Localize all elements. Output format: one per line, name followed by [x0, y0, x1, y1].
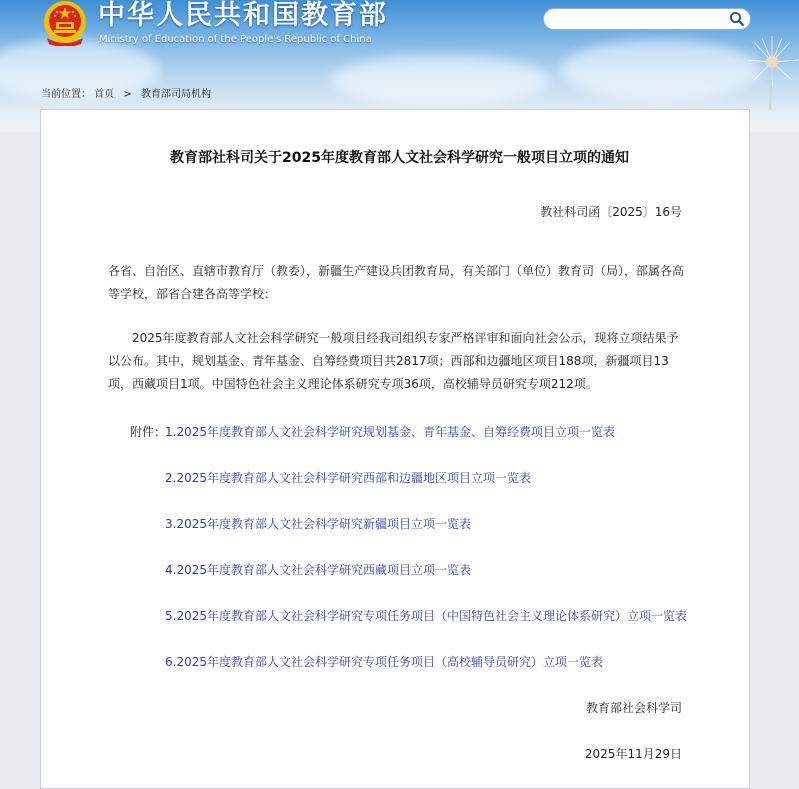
document-signature: 教育部社会科学司	[585, 701, 682, 715]
header-cloud	[560, 40, 760, 100]
dandelion-decoration-icon	[740, 30, 799, 110]
attachment-link-5[interactable]: 5.2025年度教育部人文社会科学研究专项任务项目（中国特色社会主义理论体系研究）立项一览表	[165, 609, 687, 623]
attachment-link-4[interactable]: 4.2025年度教育部人文社会科学研究西藏项目立项一览表	[165, 563, 471, 577]
site-title-cn[interactable]: 中华人民共和国教育部	[98, 0, 388, 31]
site-title-en: Ministry of Education of the People's Republic of China	[99, 34, 372, 45]
search-icon[interactable]	[729, 11, 745, 27]
breadcrumb-label: 当前位置：	[41, 89, 91, 100]
breadcrumb-separator: >	[123, 89, 132, 100]
attachment-link-1[interactable]: 1.2025年度教育部人文社会科学研究规划基金、青年基金、自筹经费项目立项一览表	[165, 425, 615, 439]
breadcrumb-department-link[interactable]: 教育部司局机构	[140, 89, 211, 100]
document-number: 教社科司函〔2025〕16号	[540, 205, 682, 219]
document-salutation: 各省、自治区、直辖市教育厅（教委），新疆生产建设兵团教育局，有关部门（单位）教育司（局），部属各高等学校，部省合建各高等学校：	[108, 264, 685, 301]
breadcrumb-home-link[interactable]: 首页	[94, 89, 115, 100]
attachment-link-2[interactable]: 2.2025年度教育部人文社会科学研究西部和边疆地区项目立项一览表	[165, 471, 531, 485]
attachment-link-6[interactable]: 6.2025年度教育部人文社会科学研究专项任务项目（高校辅导员研究）立项一览表	[165, 655, 603, 669]
search-box	[543, 8, 751, 30]
document-date: 2025年11月29日	[584, 747, 682, 761]
header-cloud	[330, 55, 550, 105]
document-body: 2025年度教育部人文社会科学研究一般项目经我司组织专家严格评审和面向社会公示，现将立项结果予以公布。其中，规划基金、青年基金、自筹经费项目共2817项；西部和边疆地区项目188项，新疆项目13项，西藏项目1项。中国特色社会主义理论体系研究专项36项，高校辅导员研究专项212项。	[108, 331, 679, 391]
search-input[interactable]	[554, 11, 726, 29]
national-emblem-icon[interactable]	[41, 0, 89, 46]
document-title: 教育部社科司关于2025年度教育部人文社会科学研究一般项目立项的通知	[170, 150, 629, 166]
attachment-link-3[interactable]: 3.2025年度教育部人文社会科学研究新疆项目立项一览表	[165, 517, 471, 531]
attachments-label: 附件：	[130, 425, 167, 439]
breadcrumb	[41, 88, 211, 102]
